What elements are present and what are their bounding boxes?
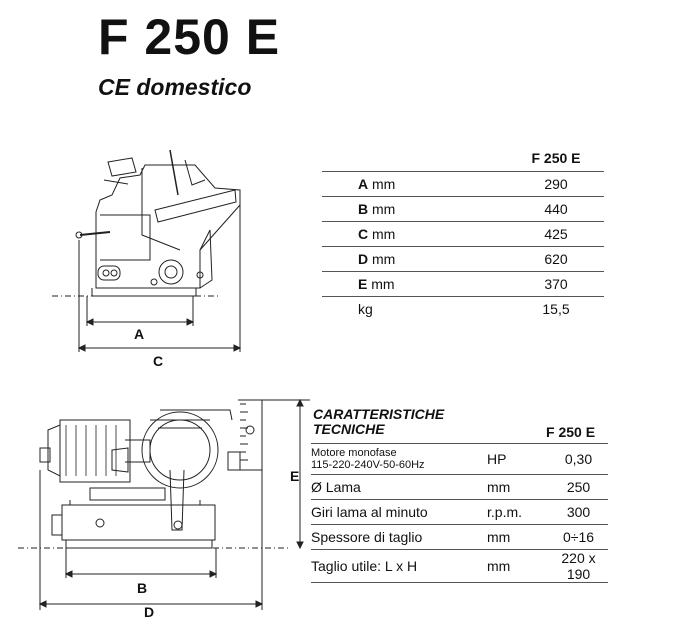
table-row: [311, 525, 608, 550]
tech-name: Spessore di taglio: [311, 525, 487, 550]
dimension-letter: A: [358, 176, 369, 192]
tech-name: Giri lama al minuto: [311, 500, 487, 525]
tech-value: 220 x 190: [549, 550, 608, 583]
table-row: [322, 297, 604, 322]
tech-value: 250: [549, 475, 608, 500]
tech-name: 115-220-240V-50-60Hz: [311, 459, 425, 471]
dimension-label-e: E: [290, 468, 300, 484]
dimension-letter: E: [358, 276, 368, 292]
dimension-unit: mm: [371, 276, 395, 292]
tech-heading-line: CARATTERISTICHE: [313, 406, 445, 422]
dimension-label-b: B: [137, 580, 148, 596]
dimension-value: 425: [508, 222, 604, 247]
front-view-drawing: [52, 150, 240, 352]
dimension-unit: mm: [372, 176, 396, 192]
dimension-letter: D: [358, 251, 369, 267]
tech-value: 0,30: [549, 444, 608, 475]
tech-table: [311, 443, 608, 583]
dimension-value: 370: [508, 272, 604, 297]
tech-unit: r.p.m.: [487, 500, 549, 525]
tech-unit: mm: [487, 475, 549, 500]
dimension-unit: mm: [372, 251, 396, 267]
dimension-value: 620: [508, 247, 604, 272]
tech-name: Ø Lama: [311, 475, 487, 500]
table-row: [311, 475, 608, 500]
table-row: [311, 550, 608, 583]
product-subtitle: CE domestico: [98, 74, 252, 100]
dimension-unit: mm: [372, 201, 396, 217]
tech-name: Motore monofase: [311, 447, 397, 459]
dimension-unit: mm: [372, 226, 396, 242]
dimension-value: 15,5: [508, 297, 604, 322]
tech-heading-line: TECNICHE: [313, 421, 385, 437]
tech-heading: [313, 407, 444, 437]
table-row: [311, 444, 608, 475]
side-view-drawing: [18, 400, 310, 610]
tech-unit: HP: [487, 444, 549, 475]
tech-value: 0÷16: [549, 525, 608, 550]
dimension-unit: kg: [358, 301, 373, 317]
tech-unit: mm: [487, 550, 549, 583]
tech-name: Taglio utile: L x H: [311, 550, 487, 583]
dimension-label-d: D: [144, 604, 155, 620]
tech-value: 300: [549, 500, 608, 525]
table-row: [322, 247, 604, 272]
product-title: F 250 E: [98, 9, 281, 65]
table-row: [322, 272, 604, 297]
table-row: [322, 222, 604, 247]
tech-column-header: F 250 E: [546, 424, 596, 440]
dimension-letter: B: [358, 201, 369, 217]
dimensions-column-header: F 250 E: [531, 150, 581, 166]
dimension-label-a: A: [134, 326, 145, 342]
dimension-label-c: C: [153, 353, 164, 369]
dimensions-table: [322, 145, 604, 321]
tech-unit: mm: [487, 525, 549, 550]
table-row: [322, 197, 604, 222]
table-row: [311, 500, 608, 525]
dimension-value: 290: [508, 172, 604, 197]
dimension-letter: C: [358, 226, 369, 242]
dimension-value: 440: [508, 197, 604, 222]
table-row: [322, 172, 604, 197]
